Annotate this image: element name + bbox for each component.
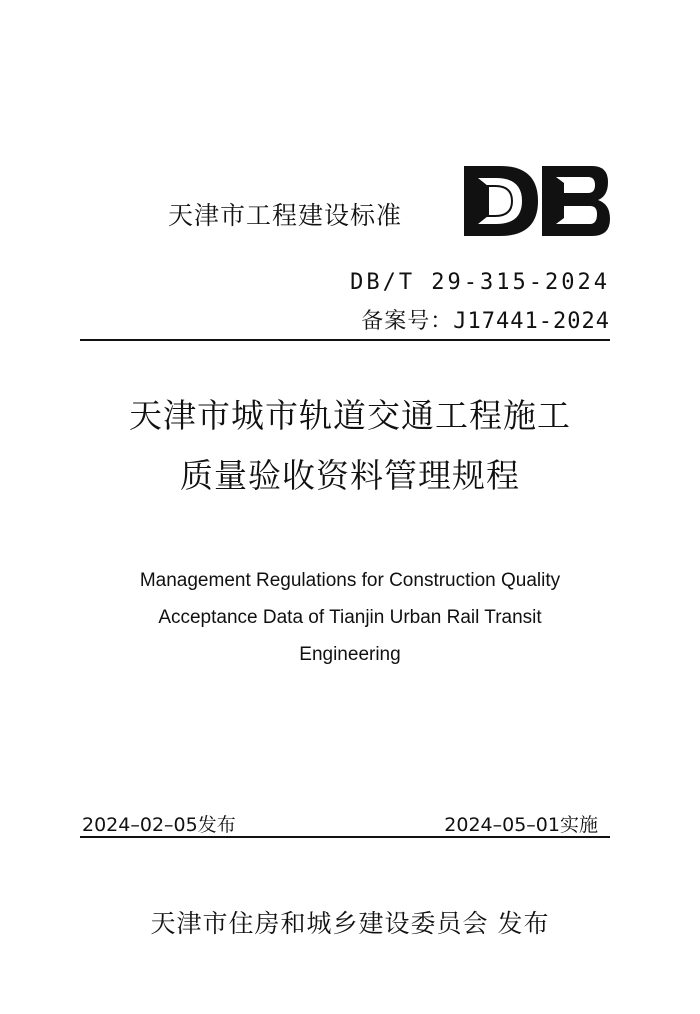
chinese-title-line-1: 天津市城市轨道交通工程施工 [129, 396, 571, 435]
db-logo-b [542, 166, 610, 236]
top-divider [80, 339, 610, 341]
record-number: 备案号：J17441-2024 [361, 309, 610, 334]
english-title-line-2: Acceptance Data of Tianjin Urban Rail Transit [158, 607, 542, 628]
db-logo [462, 162, 612, 240]
english-title [50, 562, 650, 673]
bottom-divider [80, 836, 610, 838]
standard-series-label: 天津市工程建设标准 [168, 201, 403, 230]
english-title-line-3: Engineering [299, 644, 401, 665]
chinese-title [50, 386, 650, 506]
english-title-line-1: Management Regulations for Construction Quality [139, 570, 561, 591]
chinese-title-line-2: 质量验收资料管理规程 [180, 456, 520, 495]
release-date: 2024–02–05发布 [82, 814, 236, 836]
standard-number: DB/T 29-315-2024 [350, 270, 610, 295]
publisher: 天津市住房和城乡建设委员会 发布 [150, 909, 550, 938]
effective-date: 2024–05–01实施 [444, 814, 598, 836]
